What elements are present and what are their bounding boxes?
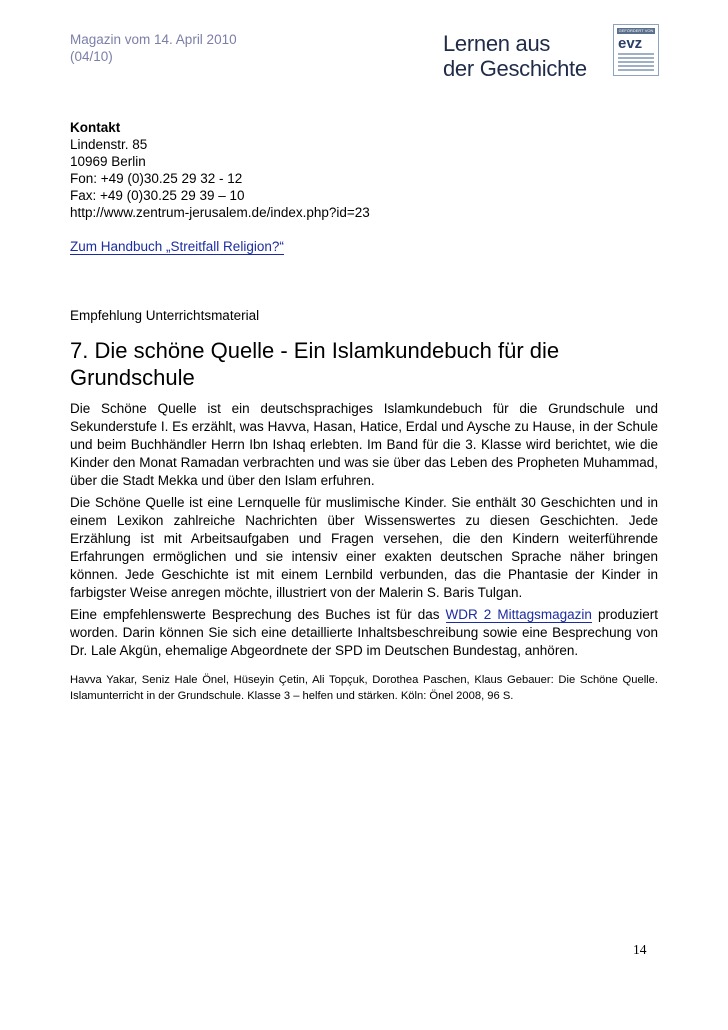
section-label: Empfehlung Unterrichtsmaterial [70,308,260,323]
paragraph-1: Die Schöne Quelle ist ein deutschsprachiges Islamkundebuch für die Grundschule und Sekunderstufe I. Es erzählt, was Havva, Hasan, Hatice, Erdal und Aysche zu Hause, in der Schule und beim Buchhändler Herrn Ibn Ishaq erlebten. Im Band für die 3. Klasse wird berichtet, wie die Kinder den Monat Ramadan verbrachten und was sie über das Leben des Propheten Muhammad, über die Stadt Mekka und über den Islam erfuhren. [70,401,658,488]
paragraph-3-after: produziert worden. Darin können Sie sich eine detaillierte Inhaltsbeschreibung sowie eine Besprechung von Dr. Lale Akgün, ehemalige Abgeordnete der SPD im Deutschen Bundestag, anhören. [70,607,658,658]
site-logo [443,31,587,81]
magazine-issue: (04/10) [70,49,113,64]
book-citation: Havva Yakar, Seniz Hale Önel, Hüseyin Çetin, Ali Topçuk, Dorothea Paschen, Klaus Gebauer: Die Schöne Quelle. Islamunterricht in der Grundschule. Klasse 3 – helfen und stärken. Köln: Önel 2008, 96 S. [70,674,658,702]
paragraph-3 [70,606,658,660]
handbook-link-row [70,238,658,255]
paragraph-2: Die Schöne Quelle ist eine Lernquelle für muslimische Kinder. Sie enthält 30 Geschichten und in einem Lexikon zahlreiche Nachrichten über Wissenswertes zu diesen Geschichten. Jede Erzählung ist mit Arbeitsaufgaben und Fragen versehen, die den Kindern weiterführende Erfahrungen ermöglichen und sie intensiv einer exakten deutschen Sprache näher bringen können. Jede Geschichte ist mit einem Lernbild verbunden, das die Phantasie der Kinder in farbigster Weise anregen möchte, illustriert von der Malerin S. Baris Tulgan. [70,495,658,600]
contact-block [70,119,658,221]
magazine-date: Magazin vom 14. April 2010 [70,32,237,47]
contact-heading: Kontakt [70,120,121,135]
contact-phone: Fon: +49 (0)30.25 29 32 - 12 [70,171,243,186]
evz-mark: evz [618,35,643,52]
logo-line-1: Lernen aus [443,31,551,56]
contact-street: Lindenstr. 85 [70,137,148,152]
evz-lines [618,53,654,73]
evz-top-label: GEFÖRDERT VON [618,28,654,33]
contact-url: http://www.zentrum-jerusalem.de/index.php?id=23 [70,205,370,220]
contact-fax: Fax: +49 (0)30.25 29 39 – 10 [70,188,245,203]
paragraph-3-before: Eine empfehlenswerte Besprechung des Buches ist für das [70,607,440,622]
main-content [70,119,658,704]
wdr-link[interactable]: WDR 2 Mittagsmagazin [445,607,592,622]
magazine-meta [70,31,237,65]
contact-city: 10969 Berlin [70,154,146,169]
logo-line-2: der Geschichte [443,56,587,81]
section-title [70,337,658,391]
page-number: 14 [633,942,647,957]
section-title-line-1: 7. Die schöne Quelle - Ein Islamkundebuch für die [70,338,560,363]
evz-logo-icon [613,24,659,76]
section-title-line-2: Grundschule [70,365,195,390]
handbook-link[interactable]: Zum Handbuch „Streitfall Religion?“ [70,239,284,254]
